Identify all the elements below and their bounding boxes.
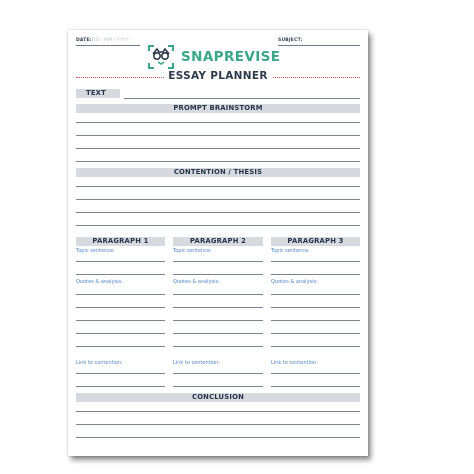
- paragraph-2-header: PARAGRAPH 2: [173, 237, 263, 246]
- paragraph-1-line[interactable]: [76, 333, 165, 334]
- paragraph-2-line[interactable]: [173, 320, 263, 321]
- brand-name: SNAPREVISE: [181, 49, 281, 65]
- paragraph-2-line[interactable]: [173, 294, 263, 295]
- owl-logo-icon: [146, 43, 176, 71]
- paragraph-1-link-label: Link to contention:: [76, 360, 123, 366]
- date-field: [76, 38, 129, 43]
- section-contention-thesis: CONTENTION / THESIS: [76, 168, 360, 177]
- section-conclusion: CONCLUSION: [76, 393, 360, 402]
- paragraph-1-line[interactable]: [76, 373, 165, 374]
- paragraph-2-line[interactable]: [173, 373, 263, 374]
- paragraph-3-line[interactable]: [271, 307, 360, 308]
- paragraph-1-line[interactable]: [76, 307, 165, 308]
- paragraph-3-quotes-label: Quotes & analysis:: [271, 279, 318, 285]
- contention-line[interactable]: [76, 186, 360, 187]
- text-line[interactable]: [124, 98, 360, 99]
- paragraph-3-header: PARAGRAPH 3: [271, 237, 360, 246]
- paragraph-2-line[interactable]: [173, 333, 263, 334]
- paragraph-1-line[interactable]: [76, 294, 165, 295]
- paragraph-2-quotes-label: Quotes & analysis:: [173, 279, 220, 285]
- conclusion-line[interactable]: [76, 411, 360, 412]
- contention-line[interactable]: [76, 225, 360, 226]
- text-label-bar: TEXT: [76, 89, 120, 98]
- paragraph-3-line[interactable]: [271, 373, 360, 374]
- subject-underline: [278, 45, 360, 46]
- paragraph-3-link-label: Link to contention:: [271, 360, 318, 366]
- paragraph-1-quotes-label: Quotes & analysis:: [76, 279, 123, 285]
- page-title-text: ESSAY PLANNER: [164, 70, 271, 82]
- paragraph-1-line[interactable]: [76, 274, 165, 275]
- prompt-line[interactable]: [76, 161, 360, 162]
- page-title: [68, 70, 368, 82]
- section-prompt-brainstorm: PROMPT BRAINSTORM: [76, 104, 360, 113]
- paragraph-2-topic-label: Topic sentence:: [173, 248, 212, 254]
- contention-line[interactable]: [76, 199, 360, 200]
- paragraph-1-line[interactable]: [76, 346, 165, 347]
- paragraph-3-topic-label: Topic sentence:: [271, 248, 310, 254]
- paragraph-1-header: PARAGRAPH 1: [76, 237, 165, 246]
- paragraph-2-line[interactable]: [173, 307, 263, 308]
- paragraph-3-line[interactable]: [271, 386, 360, 387]
- paragraph-3-line[interactable]: [271, 294, 360, 295]
- paragraph-2-line[interactable]: [173, 386, 263, 387]
- paragraph-1-line[interactable]: [76, 261, 165, 262]
- paragraph-2-line[interactable]: [173, 274, 263, 275]
- paragraph-1-line[interactable]: [76, 386, 165, 387]
- date-underline: [76, 45, 140, 46]
- paragraph-2-link-label: Link to contention:: [173, 360, 220, 366]
- subject-label: SUBJECT:: [278, 38, 303, 43]
- paragraph-3-line[interactable]: [271, 346, 360, 347]
- prompt-line[interactable]: [76, 148, 360, 149]
- snaprevise-logo: [146, 43, 176, 71]
- conclusion-line[interactable]: [76, 424, 360, 425]
- contention-line[interactable]: [76, 212, 360, 213]
- paragraph-1-topic-label: Topic sentence:: [76, 248, 115, 254]
- paragraph-2-line[interactable]: [173, 346, 263, 347]
- paragraph-3-line[interactable]: [271, 261, 360, 262]
- paragraph-2-line[interactable]: [173, 261, 263, 262]
- date-placeholder: DD / MM / YYYY: [91, 38, 130, 43]
- prompt-line[interactable]: [76, 135, 360, 136]
- paragraph-1-line[interactable]: [76, 320, 165, 321]
- essay-planner-sheet: [68, 30, 368, 456]
- paragraph-3-line[interactable]: [271, 333, 360, 334]
- paragraph-3-line[interactable]: [271, 274, 360, 275]
- date-label: DATE:: [76, 38, 92, 43]
- paragraph-3-line[interactable]: [271, 320, 360, 321]
- conclusion-line[interactable]: [76, 437, 360, 438]
- prompt-line[interactable]: [76, 122, 360, 123]
